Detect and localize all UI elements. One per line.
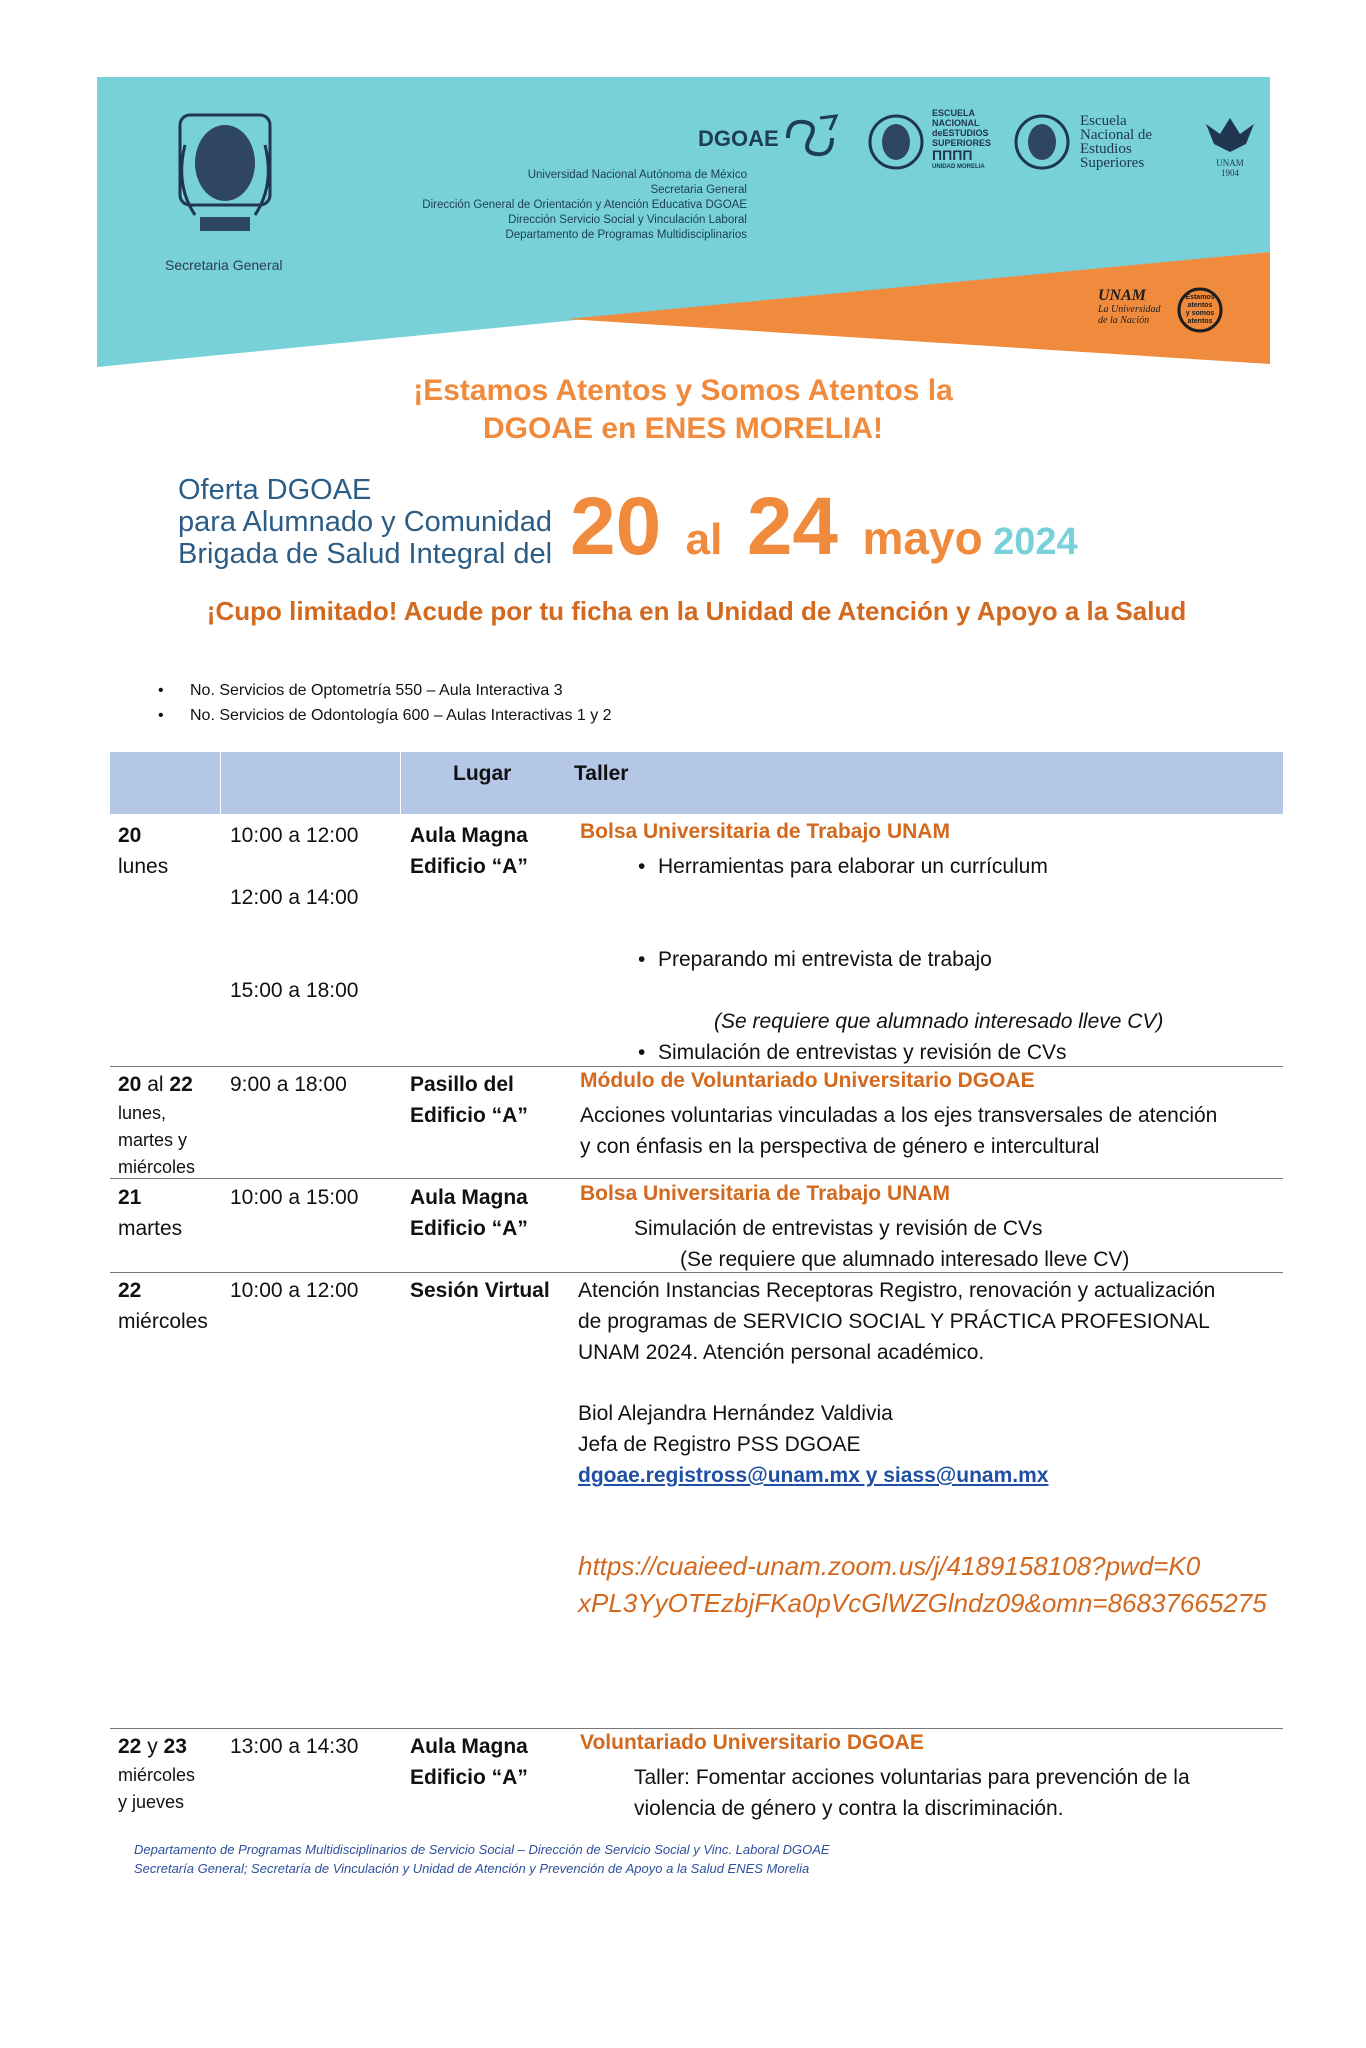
row-day-name: y jueves	[118, 1792, 185, 1812]
row-description: Simulación de entrevistas y revisión de CVs	[634, 1217, 1043, 1240]
table-row-place	[410, 820, 528, 882]
unam-seal-icon	[165, 105, 285, 240]
workshop-item: • Simulación de entrevistas y revisión de CVs	[632, 1037, 1366, 1068]
estamos-line: atentos	[1187, 318, 1213, 325]
date-month: mayo	[862, 512, 983, 564]
enes-morelia-line: ESCUELA	[932, 108, 976, 118]
enes-line: Nacional de	[1080, 127, 1153, 143]
row-day-connector: al	[147, 1073, 164, 1096]
row-day-name: miércoles	[118, 1765, 196, 1785]
row-description	[634, 1762, 1190, 1824]
enes-morelia-logo	[932, 108, 991, 172]
table-row-day	[118, 1731, 195, 1816]
row-divider	[110, 1272, 1283, 1273]
date-range	[570, 480, 1078, 570]
footer-line: Secretaría General; Secretaría de Vinculación y Unidad de Atención y Prevención de Apoyo a la Salud ENES Morelia	[134, 1861, 810, 1876]
contact-name: Biol Alejandra Hernández Valdivia	[578, 1402, 893, 1425]
workshop-item: • Herramientas para elaborar un currículum	[632, 851, 1366, 882]
cv-note: (Se requiere que alumnado interesado lleve CV)	[714, 1010, 1164, 1033]
place-line: Pasillo del	[410, 1073, 514, 1096]
unam-slogan-line: de la Nación	[1098, 315, 1150, 326]
unam-1904-logo	[1206, 158, 1254, 178]
unam-slogan-line: La Universidad	[1098, 304, 1161, 315]
oferta-text	[178, 474, 552, 570]
row-divider	[110, 1728, 1283, 1729]
place-line: Edificio “A”	[410, 855, 528, 878]
estamos-line: Estamos	[1185, 294, 1215, 301]
oferta-line: Brigada de Salud Integral del	[178, 538, 553, 570]
enes-seal-icon	[1012, 112, 1072, 172]
main-title-line: ¡Estamos Atentos y Somos Atentos la	[413, 374, 953, 407]
place-line: Edificio “A”	[410, 1104, 528, 1127]
seal-label: Secretaria General	[165, 257, 283, 273]
cupo-limitado: ¡Cupo limitado! Acude por tu ficha en la Unidad de Atención y Apoyo a la Salud	[206, 596, 1187, 626]
row-day-name: martes y	[118, 1130, 188, 1150]
table-row-day	[118, 1182, 182, 1244]
enes-morelia-line: deESTUDIOS	[932, 128, 989, 138]
row-day-number: 22	[118, 1735, 142, 1758]
header-taller: Taller	[574, 762, 629, 785]
enes-logo	[1080, 114, 1152, 170]
institution-line: Universidad Nacional Autónoma de México	[527, 169, 747, 181]
row-description	[578, 1275, 1215, 1368]
enes-morelia-line: NACIONAL	[932, 118, 980, 128]
row-day-name: lunes,	[118, 1103, 167, 1123]
place-line: Aula Magna	[410, 1186, 528, 1209]
date-al: al	[685, 515, 723, 564]
footer-line: Departamento de Programas Multidisciplinarios de Servicio Social – Dirección de Servicio Social y Vinc. Laboral DGOAE	[134, 1842, 830, 1857]
place-line: Edificio “A”	[410, 1217, 528, 1240]
desc-line: UNAM 2024. Atención personal académico.	[578, 1341, 985, 1364]
row-title: Bolsa Universitaria de Trabajo UNAM	[580, 1182, 950, 1205]
main-title	[250, 372, 1116, 448]
date-day-start: 20	[570, 481, 662, 572]
row-day-number: 21	[118, 1186, 142, 1209]
unam-1904-eagle-icon	[1200, 110, 1260, 160]
zoom-link[interactable]	[578, 1548, 1267, 1622]
date-year: 2024	[993, 521, 1078, 563]
table-row-day	[118, 1069, 195, 1181]
table-row-time: 10:00 a 12:00	[230, 1279, 359, 1302]
estamos-atentos-logo	[1180, 294, 1220, 326]
contact-block	[578, 1398, 1048, 1491]
desc-line: Taller: Fomentar acciones voluntarias para prevención de la	[634, 1766, 1190, 1789]
row-day-connector: y	[147, 1735, 158, 1758]
row-divider	[110, 1178, 1283, 1179]
zoom-link-line[interactable]: https://cuaieed-unam.zoom.us/j/4189158108?pwd=K0	[578, 1551, 1201, 1581]
institution-line: Departamento de Programas Multidisciplinarios	[505, 229, 747, 241]
table-row-place	[410, 1069, 528, 1131]
table-row-time: 9:00 a 18:00	[230, 1073, 347, 1096]
row-title: Bolsa Universitaria de Trabajo UNAM	[580, 820, 950, 843]
email-link-registross[interactable]: dgoae.registross@unam.mx y	[578, 1464, 884, 1487]
table-row-day	[118, 820, 168, 882]
place-line: Aula Magna	[410, 1735, 528, 1758]
row-title: Módulo de Voluntariado Universitario DGOAE	[580, 1069, 1035, 1092]
institution-line: Dirección Servicio Social y Vinculación Laboral	[508, 214, 747, 226]
zoom-link-line[interactable]: xPL3YyOTEzbjFKa0pVcGlWZGlndz09&omn=86837665275	[578, 1588, 1267, 1618]
table-row-time: 10:00 a 12:00	[230, 824, 359, 847]
estamos-line: y somos	[1185, 310, 1215, 317]
dgoae-logo: DGOAE	[698, 126, 779, 151]
header-lugar: Lugar	[453, 762, 512, 785]
unam-slogan-logo	[1098, 288, 1161, 326]
desc-line: y con énfasis en la perspectiva de género e intercultural	[580, 1135, 1100, 1158]
place-line: Edificio “A”	[410, 1766, 528, 1789]
table-row-time: 15:00 a 18:00	[230, 979, 359, 1002]
table-row-place	[410, 1731, 528, 1793]
cv-note: (Se requiere que alumnado interesado lleve CV)	[680, 1248, 1130, 1271]
main-title-line: DGOAE en ENES MORELIA!	[482, 412, 884, 445]
institution-line: Dirección General de Orientación y Atención Educativa DGOAE	[422, 199, 747, 211]
row-day-name: martes	[118, 1217, 183, 1240]
workshop-item: • Preparando mi entrevista de trabajo	[632, 944, 1366, 975]
enes-columns-icon: ΠΠΠΠ	[932, 147, 973, 163]
date-day-end: 24	[746, 481, 839, 572]
institution-text	[300, 168, 747, 243]
row-day-number: 20	[118, 824, 142, 847]
row-day-number: 22	[169, 1073, 193, 1096]
place-line: Aula Magna	[410, 824, 528, 847]
table-header	[110, 752, 1283, 814]
desc-line: violencia de género y contra la discriminación.	[634, 1797, 1064, 1820]
row-title: Voluntariado Universitario DGOAE	[580, 1731, 924, 1754]
email-link-siass[interactable]: siass@unam.mx	[883, 1464, 1049, 1487]
footer	[134, 1840, 830, 1878]
enes-morelia-line: UNIDAD MORELIA	[932, 164, 985, 170]
desc-line: Atención Instancias Receptoras Registro, renovación y actualización	[578, 1279, 1216, 1302]
dgoae-knot-icon	[780, 110, 840, 166]
enes-morelia-seal-icon	[866, 112, 926, 172]
desc-line: Acciones voluntarias vinculadas a los ejes transversales de atención	[580, 1104, 1218, 1127]
service-item: • No. Servicios de Optometría 550 – Aula Interactiva 3	[150, 678, 612, 703]
enes-morelia-line: SUPERIORES	[932, 138, 992, 148]
table-row-time: 13:00 a 14:30	[230, 1735, 359, 1758]
row-day-name: miércoles	[118, 1310, 208, 1333]
oferta-line: Oferta DGOAE	[178, 474, 372, 506]
table-row-time: 10:00 a 15:00	[230, 1186, 359, 1209]
desc-line: de programas de SERVICIO SOCIAL Y PRÁCTICA PROFESIONAL	[578, 1310, 1210, 1333]
row-description	[580, 1100, 1217, 1162]
unam-1904-line: 1904	[1221, 168, 1239, 178]
unam-1904-line: UNAM	[1216, 158, 1244, 168]
oferta-line: para Alumnado y Comunidad	[178, 506, 553, 538]
header-divider	[220, 752, 221, 814]
enes-line: Estudios	[1080, 141, 1132, 157]
enes-line: Escuela	[1080, 113, 1127, 129]
row-day-number: 20	[118, 1073, 142, 1096]
institution-line: Secretaria General	[650, 184, 747, 196]
row-divider	[110, 1066, 1283, 1067]
table-row-place	[410, 1182, 528, 1244]
table-row-day	[118, 1275, 208, 1337]
contact-role: Jefa de Registro PSS DGOAE	[578, 1433, 861, 1456]
header-divider	[400, 752, 401, 814]
table-row-time: 12:00 a 14:00	[230, 886, 359, 909]
row-day-number: 22	[118, 1279, 142, 1302]
services-list	[150, 678, 612, 728]
service-item: • No. Servicios de Odontología 600 – Aulas Interactivas 1 y 2	[150, 703, 612, 728]
unam-slogan-line: UNAM	[1098, 287, 1147, 304]
table-row-place: Sesión Virtual	[410, 1279, 550, 1302]
enes-line: Superiores	[1080, 155, 1145, 171]
row-day-number: 23	[163, 1735, 187, 1758]
row-day-name: lunes	[118, 855, 169, 878]
row-day-name: miércoles	[118, 1157, 196, 1177]
estamos-line: atentos	[1187, 302, 1213, 309]
